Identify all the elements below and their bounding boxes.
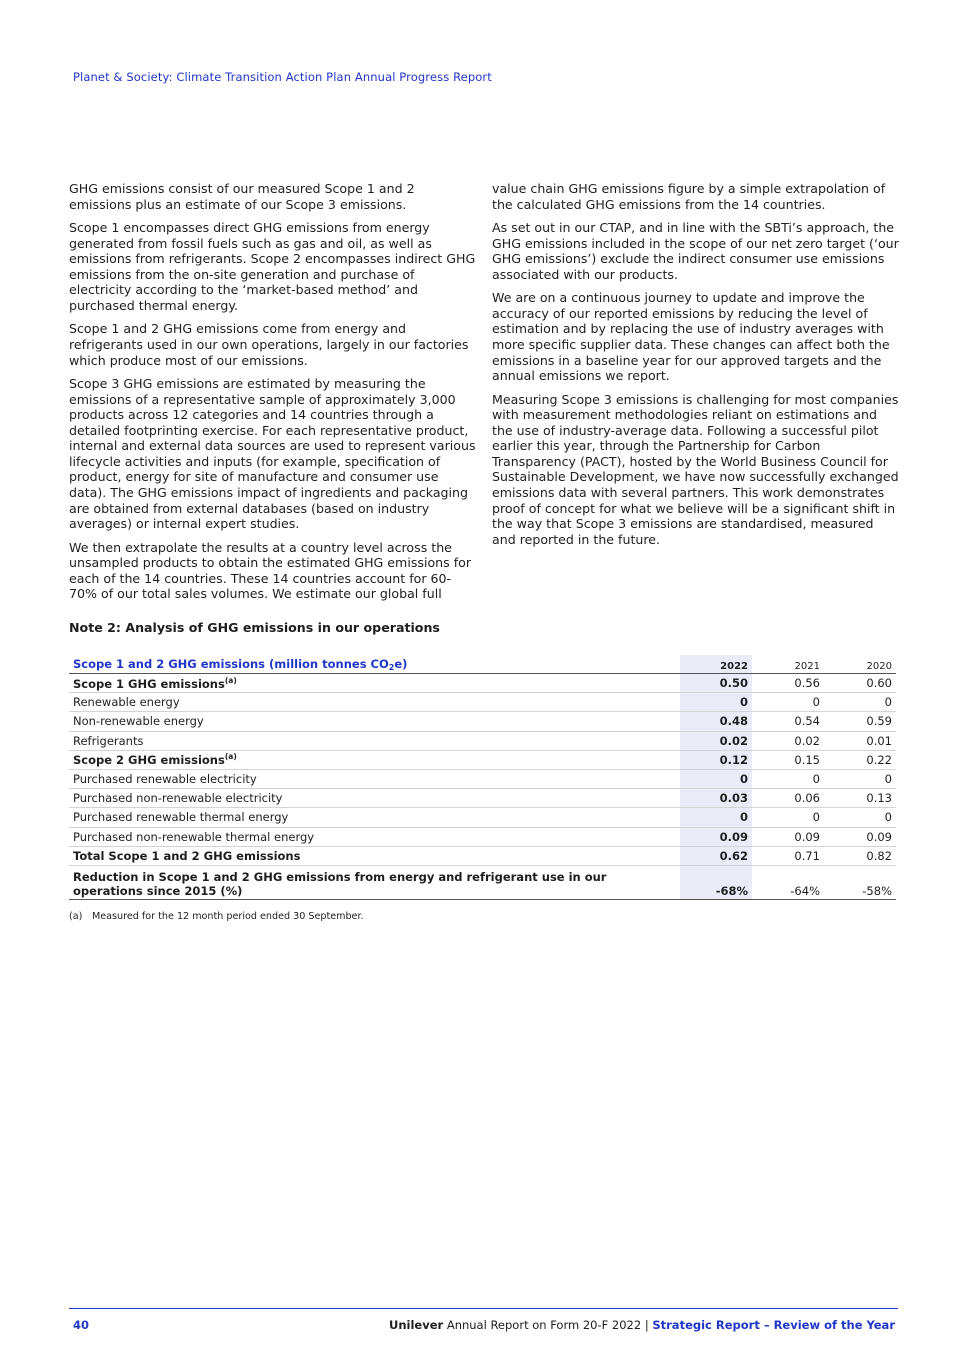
value-2022: 0.50 bbox=[680, 674, 752, 693]
row-label bbox=[69, 808, 680, 827]
value-2020: 0.59 bbox=[824, 712, 896, 731]
value-2021: 0.09 bbox=[752, 827, 824, 846]
row-label bbox=[69, 827, 680, 846]
row-label bbox=[69, 789, 680, 808]
table-title-text: Scope 1 and 2 GHG emissions (million tonnes CO bbox=[73, 657, 389, 671]
table-row bbox=[69, 731, 896, 750]
row-label-line-1: Reduction in Scope 1 and 2 GHG emissions from energy and refrigerant use in our bbox=[73, 869, 607, 884]
value-2021: 0 bbox=[752, 693, 824, 712]
table-row-reduction bbox=[69, 865, 896, 899]
value-2022: 0 bbox=[680, 693, 752, 712]
ghg-emissions-table bbox=[69, 655, 896, 900]
table-row bbox=[69, 827, 896, 846]
value-2020: 0 bbox=[824, 808, 896, 827]
value-2020: 0.22 bbox=[824, 750, 896, 769]
paragraph: GHG emissions consist of our measured Scope 1 and 2 emissions plus an estimate of our Scope 3 emissions. bbox=[69, 181, 415, 212]
row-label bbox=[69, 712, 680, 731]
row-label bbox=[69, 750, 680, 769]
value-2020: 0.60 bbox=[824, 674, 896, 693]
value-2020: 0.01 bbox=[824, 731, 896, 750]
paragraph: We then extrapolate the results at a country level across the unsampled products to obtain the estimated GHG emissions for each of the 14 countries. These 14 countries account for 60-70% of our total sales volumes. We estimate our global full bbox=[69, 539, 472, 602]
value-2022: 0.12 bbox=[680, 750, 752, 769]
table-row bbox=[69, 769, 896, 788]
row-label-text: Scope 1 GHG emissions bbox=[73, 676, 225, 691]
row-label bbox=[69, 846, 680, 865]
value-2021: -64% bbox=[752, 865, 824, 899]
value-2022: -68% bbox=[680, 865, 752, 899]
table-title-subscript: 2 bbox=[388, 663, 395, 672]
row-label-text: Scope 2 GHG emissions bbox=[73, 753, 225, 768]
body-text-left-column bbox=[69, 181, 477, 610]
paragraph: As set out in our CTAP, and in line with the SBTi’s approach, the GHG emissions included in the scope of our net zero target (‘our GHG emissions’) exclude the indirect consumer use emissions associated with our products. bbox=[492, 219, 899, 282]
page-header-title: Planet & Society: Climate Transition Action Plan Annual Progress Report bbox=[73, 70, 492, 84]
footer-brand: Unilever bbox=[388, 1318, 444, 1332]
footer-divider bbox=[69, 1308, 898, 1309]
value-2022: 0 bbox=[680, 808, 752, 827]
value-2021: 0 bbox=[752, 769, 824, 788]
row-label-text: Purchased renewable thermal energy bbox=[73, 810, 289, 825]
paragraph: We are on a continuous journey to update and improve the accuracy of our reported emissions by reducing the level of estimation and by replacing the use of industry averages with more specific supplier data. These changes can affect both the emissions in a baseline year for our approved targets and the annual emissions we report. bbox=[492, 290, 890, 384]
table-header-row bbox=[69, 655, 896, 674]
row-label-text: Refrigerants bbox=[73, 733, 144, 748]
column-header-2022: 2022 bbox=[680, 655, 752, 674]
footnote-reference: (a) bbox=[224, 675, 237, 685]
row-label-text: Non-renewable energy bbox=[73, 714, 204, 729]
row-label bbox=[69, 731, 680, 750]
value-2021: 0 bbox=[752, 808, 824, 827]
value-2022: 0.02 bbox=[680, 731, 752, 750]
footer-doc-title: Annual Report on Form 20-F 2022 | bbox=[443, 1318, 653, 1332]
table-row bbox=[69, 789, 896, 808]
row-label-line-2: operations since 2015 (%) bbox=[73, 883, 243, 898]
table-row bbox=[69, 712, 896, 731]
value-2020: 0.09 bbox=[824, 827, 896, 846]
value-2022: 0.03 bbox=[680, 789, 752, 808]
paragraph: value chain GHG emissions figure by a simple extrapolation of the calculated GHG emissions from the 14 countries. bbox=[492, 181, 886, 212]
row-label-text: Total Scope 1 and 2 GHG emissions bbox=[73, 848, 301, 863]
row-label bbox=[69, 693, 680, 712]
value-2022: 0 bbox=[680, 769, 752, 788]
column-header-2021: 2021 bbox=[752, 655, 824, 674]
row-label bbox=[69, 865, 680, 899]
value-2020: 0.82 bbox=[824, 846, 896, 865]
note-heading: Note 2: Analysis of GHG emissions in our operations bbox=[69, 620, 440, 635]
paragraph: Scope 1 and 2 GHG emissions come from energy and refrigerants used in our own operations, largely in our factories which produce most of our emissions. bbox=[69, 321, 469, 368]
table-title bbox=[69, 655, 680, 674]
value-2021: 0.71 bbox=[752, 846, 824, 865]
footer-section-link[interactable]: Strategic Report – Review of the Year bbox=[652, 1318, 895, 1332]
row-label-text: Purchased non-renewable electricity bbox=[73, 791, 283, 806]
value-2022: 0.48 bbox=[680, 712, 752, 731]
row-label-text: Renewable energy bbox=[73, 695, 180, 710]
body-text-right-column bbox=[492, 181, 900, 555]
paragraph: Scope 1 encompasses direct GHG emissions from energy generated from fossil fuels such as gas and oil, as well as emissions from refrigerants. Scope 2 encompasses indirect GHG emissions from the on-site generation and purchase of electricity according to the ‘market-based method’ and purchased thermal energy. bbox=[69, 219, 476, 313]
value-2020: 0 bbox=[824, 693, 896, 712]
value-2021: 0.15 bbox=[752, 750, 824, 769]
value-2021: 0.02 bbox=[752, 731, 824, 750]
value-2020: 0.13 bbox=[824, 789, 896, 808]
value-2021: 0.56 bbox=[752, 674, 824, 693]
paragraph: Scope 3 GHG emissions are estimated by measuring the emissions of a representative sample of approximately 3,000 products across 12 categories and 14 countries through a detailed footprinting exercise. For each representative product, internal and external data sources are used to represent various lifecycle activities and inputs (for example, specification of product, energy for site of manufacture and consumer use data). The GHG emissions impact of ingredients and packaging are obtained from external databases (based on industry averages) or internal expert studies. bbox=[69, 375, 476, 532]
table-row bbox=[69, 846, 896, 865]
column-header-2020: 2020 bbox=[824, 655, 896, 674]
footnote bbox=[69, 911, 364, 922]
row-label-text: Purchased renewable electricity bbox=[73, 772, 257, 787]
value-2022: 0.62 bbox=[680, 846, 752, 865]
page-number: 40 bbox=[73, 1318, 90, 1332]
value-2021: 0.54 bbox=[752, 712, 824, 731]
table-body bbox=[69, 674, 896, 900]
row-label-text: Purchased non-renewable thermal energy bbox=[73, 829, 315, 844]
value-2022: 0.09 bbox=[680, 827, 752, 846]
table-title-suffix: e) bbox=[394, 657, 408, 671]
footer-document-info bbox=[389, 1318, 895, 1332]
table-row bbox=[69, 674, 896, 693]
paragraph: Measuring Scope 3 emissions is challenging for most companies with measurement methodologies reliant on estimations and the use of industry-average data. Following a successful pilot earlier this year, through the Partnership for Carbon Transparency (PACT), hosted by the World Business Council for Sustainable Development, we have now successfully exchanged emissions data with several partners. This work demonstrates proof of concept for what we believe will be a significant shift in the way that Scope 3 emissions are standardised, measured and reported in the future. bbox=[492, 391, 899, 547]
table-row bbox=[69, 750, 896, 769]
footnote-text: Measured for the 12 month period ended 30 September. bbox=[92, 911, 364, 922]
table-row bbox=[69, 808, 896, 827]
row-label bbox=[69, 769, 680, 788]
footnote-marker: (a) bbox=[69, 911, 83, 922]
footnote-reference: (a) bbox=[224, 752, 237, 762]
row-label bbox=[69, 674, 680, 693]
table-row bbox=[69, 693, 896, 712]
value-2020: -58% bbox=[824, 865, 896, 899]
value-2021: 0.06 bbox=[752, 789, 824, 808]
value-2020: 0 bbox=[824, 769, 896, 788]
